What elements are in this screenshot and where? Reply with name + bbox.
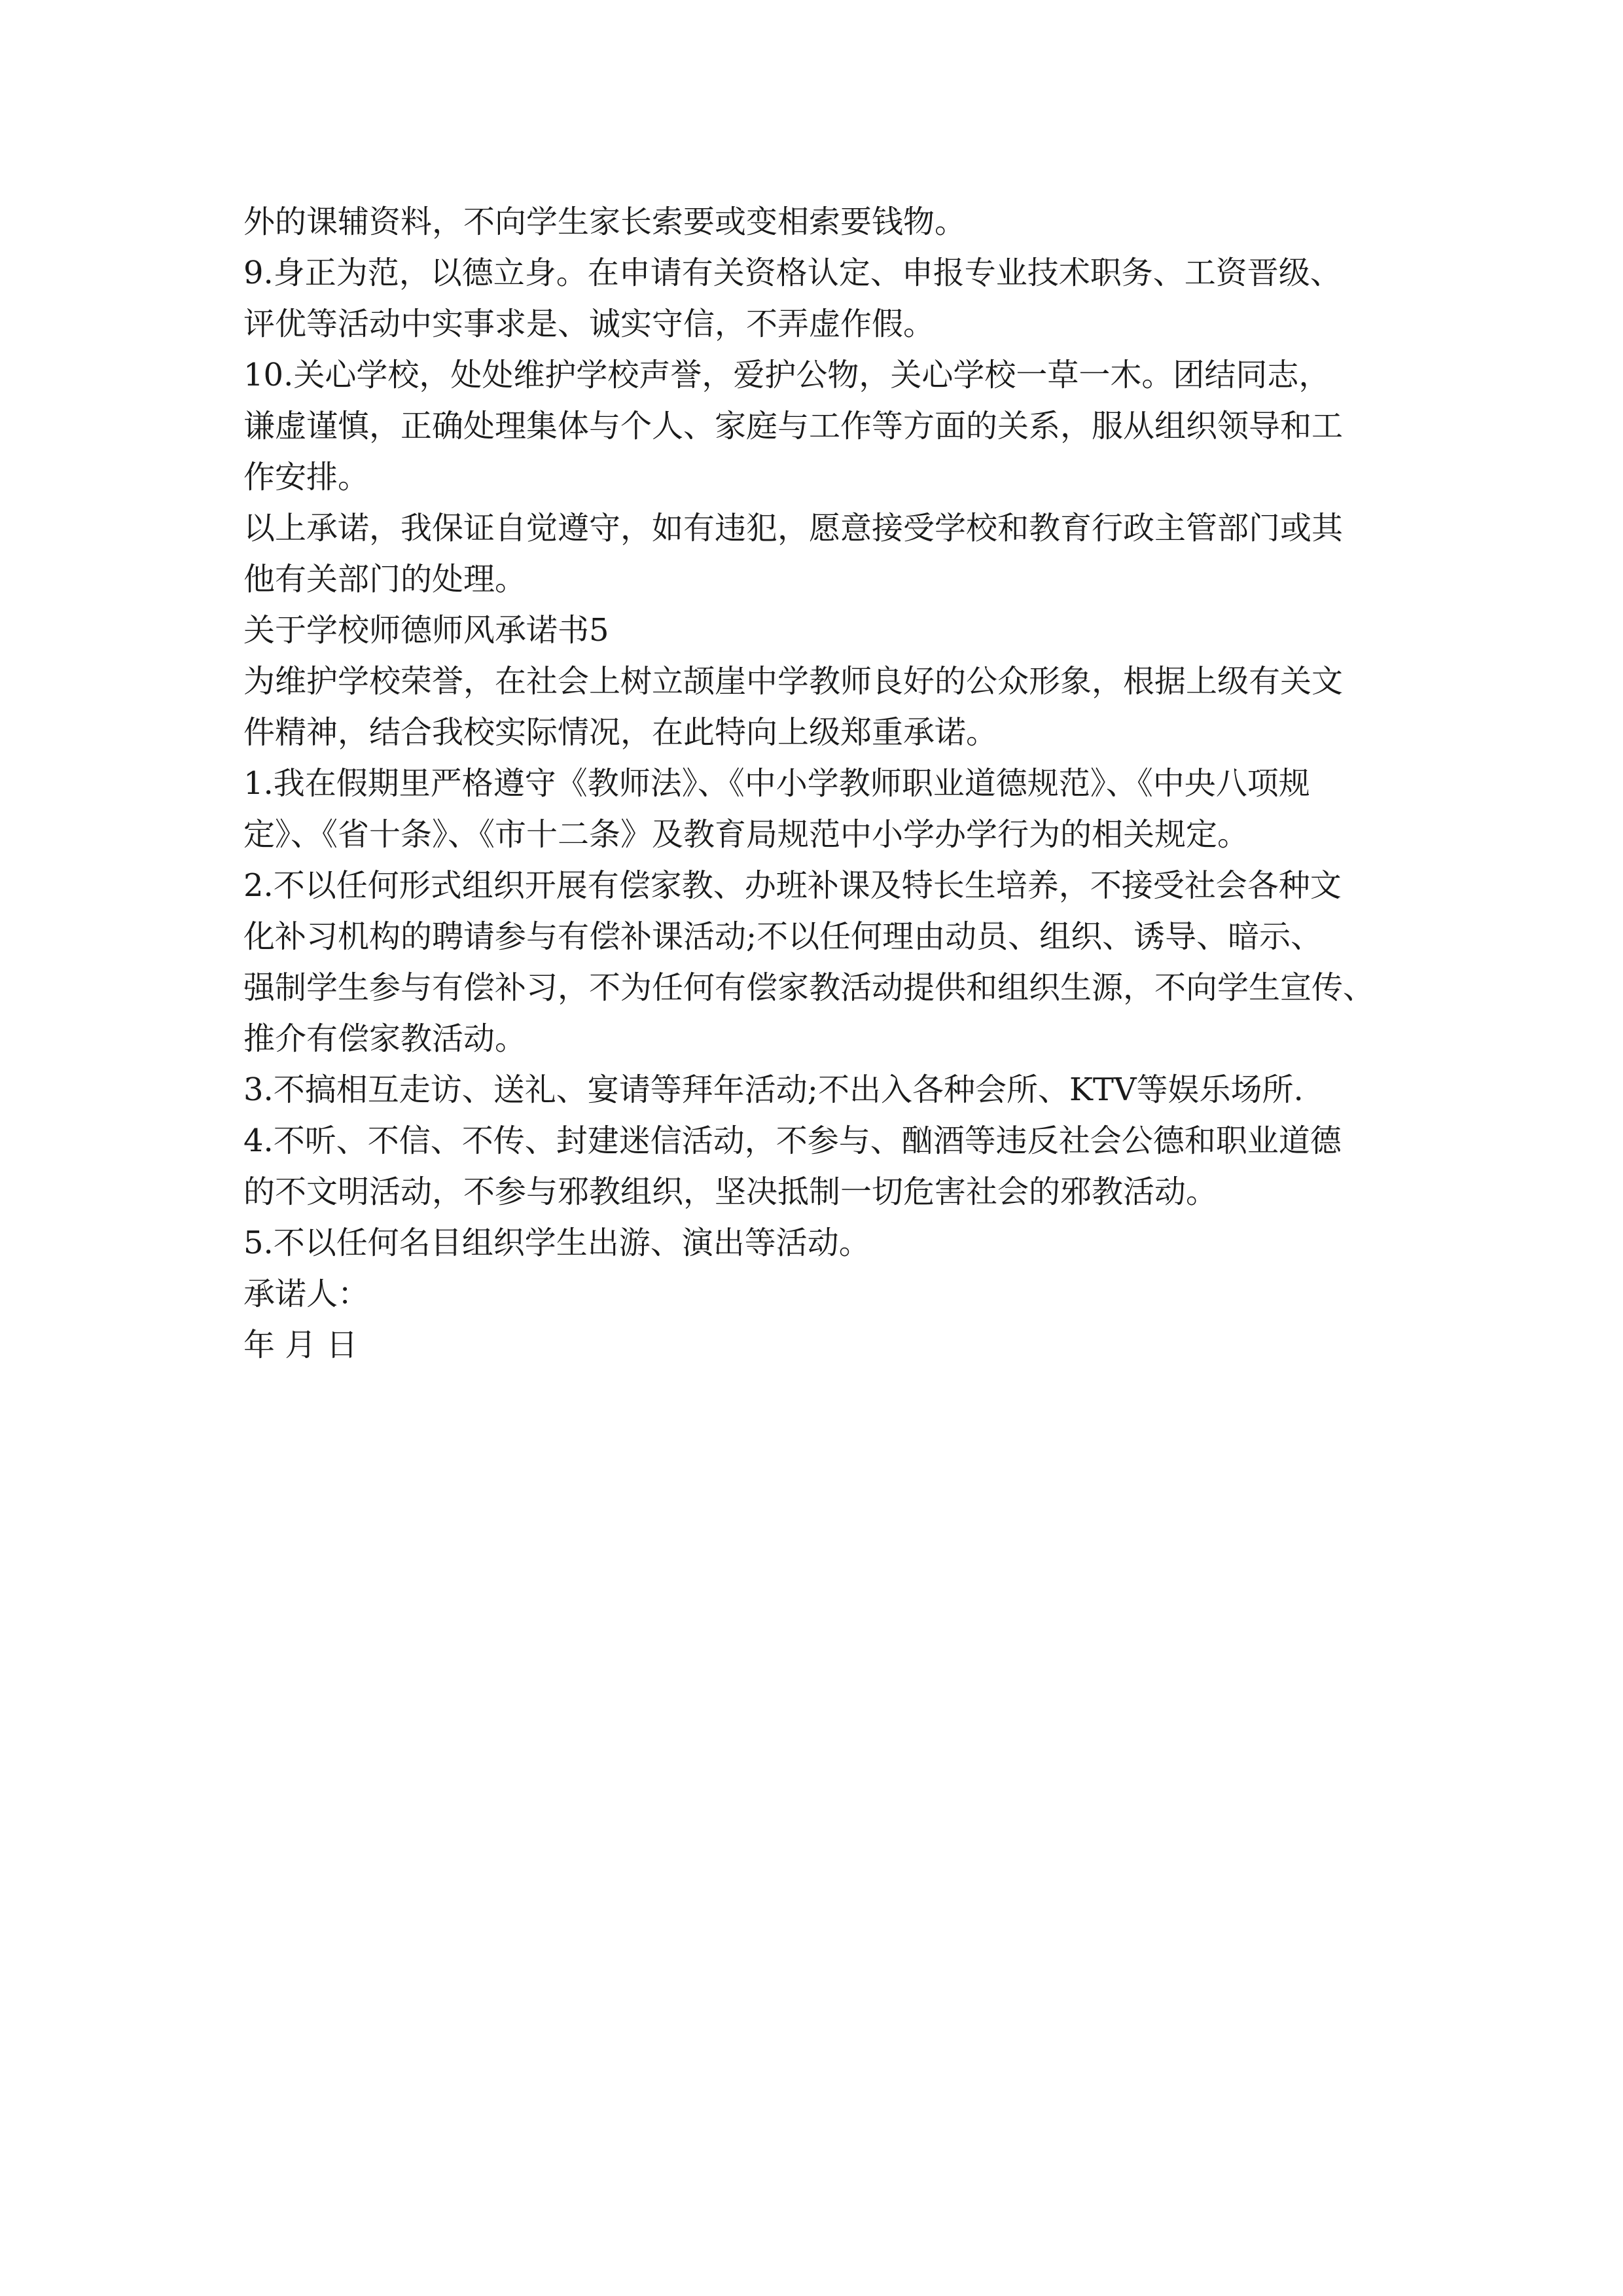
text-line: 评优等活动中实事求是、诚实守信，不弄虚作假。 [243,306,935,342]
text-line: 5.不以任何名目组织学生出游、演出等活动。 [243,1225,870,1261]
text-line: 4.不听、不信、不传、封建迷信活动，不参与、酗酒等违反社会公德和职业道德 [243,1122,1342,1159]
text-line: 件精神，结合我校实际情况，在此特向上级郑重承诺。 [243,714,998,751]
text-line: 外的课辅资料，不向学生家长索要或变相索要钱物。 [243,204,967,240]
text-line: 以上承诺，我保证自觉遵守，如有违犯，愿意接受学校和教育行政主管部门或其 [243,510,1344,547]
document-body [243,196,1395,1371]
text-line: 9.身正为范，以德立身。在申请有关资格认定、申报专业技术职务、工资晋级、 [243,255,1342,291]
signature-label: 承诺人： [243,1276,370,1312]
text-line: 的不文明活动，不参与邪教组织，坚决抵制一切危害社会的邪教活动。 [243,1174,1218,1210]
text-line: 定》、《省十条》、《市十二条》及教育局规范中小学办学行为的相关规定。 [243,816,1249,853]
date-line: 年 月 日 [243,1327,358,1363]
text-line: 1.我在假期里严格遵守《教师法》、《中小学教师职业道德规范》、《中央八项规 [243,765,1310,802]
text-line: 强制学生参与有偿补习，不为任何有偿家教活动提供和组织生源，不向学生宣传、 [243,969,1375,1006]
text-line: 推介有偿家教活动。 [243,1020,527,1057]
text-line: 2.不以任何形式组织开展有偿家教、办班补课及特长生培养，不接受社会各种文 [243,867,1342,904]
text-line: 谦虚谨慎，正确处理集体与个人、家庭与工作等方面的关系，服从组织领导和工 [243,408,1344,444]
text-line: 10.关心学校，处处维护学校声誉，爱护公物，关心学校一草一木。团结同志， [243,357,1330,393]
text-line: 为维护学校荣誉，在社会上树立颉崖中学教师良好的公众形象，根据上级有关文 [243,663,1344,700]
text-line: 化补习机构的聘请参与有偿补课活动;不以任何理由动员、组织、诱导、暗示、 [243,918,1323,955]
text-line: 作安排。 [243,459,370,495]
text-line: 3.不搞相互走访、送礼、宴请等拜年活动;不出入各种会所、KTV等娱乐场所. [243,1071,1304,1108]
section-title: 关于学校师德师风承诺书5 [243,612,609,649]
text-line: 他有关部门的处理。 [243,561,527,598]
